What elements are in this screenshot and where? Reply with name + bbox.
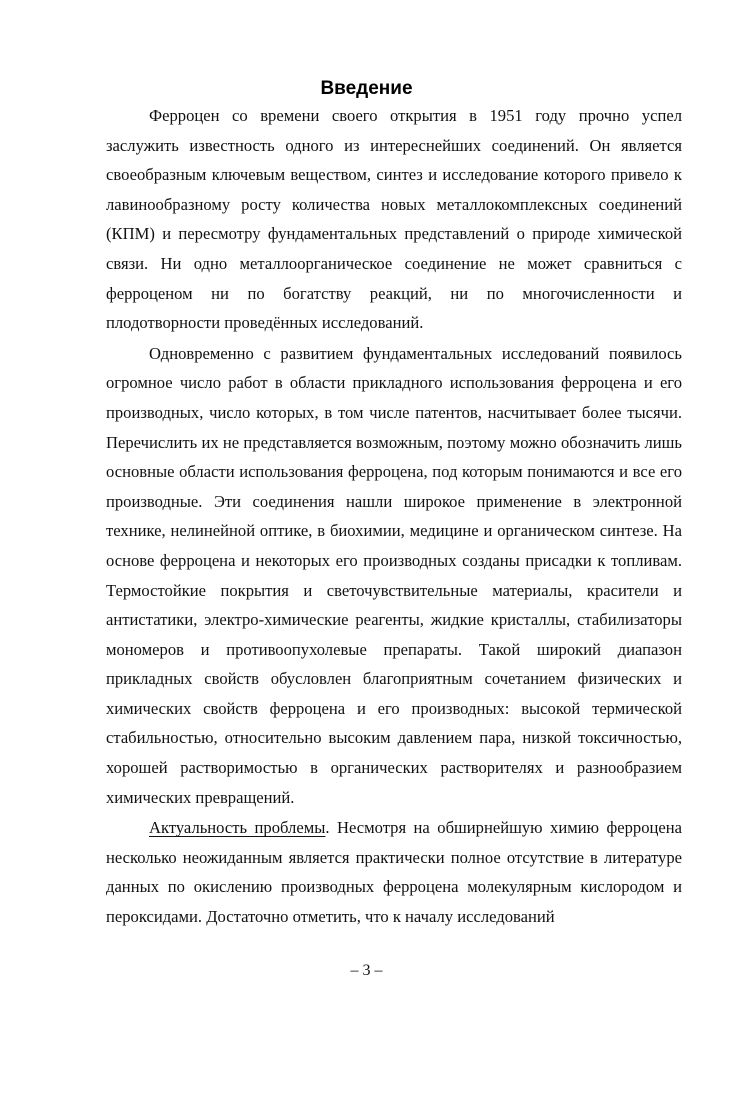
relevance-heading: Актуальность проблемы <box>149 818 326 838</box>
paragraph-relevance <box>106 813 682 931</box>
section-title: Введение <box>320 78 413 99</box>
paragraph-intro: Ферроцен со времени своего открытия в 1951 году прочно успел заслужить известность одного из интереснейших соединений. Он является своеобразным ключевым веществом, синтез и исследование которого привело к лавинообразному росту количества новых металлокомплексных соединений (КПМ) и пересмотру фундаментальных представлений о природе химической связи. Ни одно металлоорганическое соединение не может сравниться с ферроценом ни по богатству реакций, ни по многочисленности и плодотворности проведённых исследований. <box>106 106 682 333</box>
paragraph-applications: Одновременно с развитием фундаментальных исследований появилось огромное число работ в области прикладного использования ферроцена и его производных, число которых, в том числе патентов, насчитывает более тысячи. Перечислить их не представляется возможным, поэтому можно обозначить лишь основные области использования ферроцена, под которым понимаются и все его производные. Эти соединения нашли широкое применение в электронной технике, нелинейной оптике, в биохимии, медицине и органическом синтезе. На основе ферроцена и некоторых его производных созданы присадки к топливам. Термостойкие покрытия и светочувствительные материалы, красители и антистатики, электро-химические реагенты, жидкие кристаллы, стабилизаторы мономеров и противоопухолевые препараты. Такой широкий диапазон прикладных свойств обусловлен благоприятным сочетанием физических и химических свойств ферроцена и его производных: высокой термической стабильностью, относительно высоким давлением пара, низкой токсичностью, хорошей растворимостью в органических растворителях и разнообразием химических превращений. <box>106 343 682 807</box>
relevance-text: . Несмотря на обширнейшую химию ферроцена несколько неожиданным является практически полное отсутствие в литературе данных по окислению производных ферроцена молекулярным кислородом и пероксидами. Достаточно отметить, что к началу исследований <box>106 818 682 927</box>
body-text <box>106 101 682 932</box>
page-number: – 3 – <box>350 962 383 979</box>
